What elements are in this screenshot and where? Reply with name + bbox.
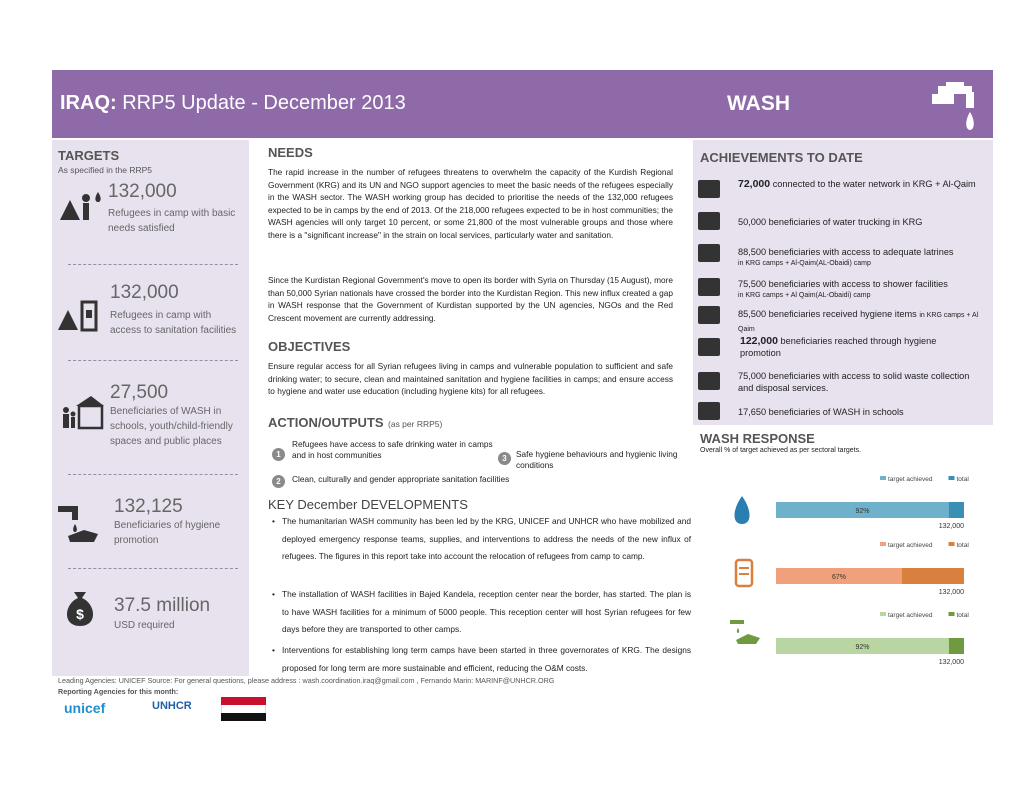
iraq-flag xyxy=(221,697,266,721)
data-label: 67% xyxy=(831,574,846,581)
achievement-item xyxy=(740,335,965,359)
legend-swatch xyxy=(880,542,886,546)
wash-response-subtitle: Overall % of target achieved as per sectoral targets. xyxy=(700,447,862,454)
objectives-title: OBJECTIVES xyxy=(268,339,351,354)
outputs-title-text: ACTION/OUTPUTS xyxy=(268,415,384,430)
total-label: 132,000 xyxy=(938,659,964,666)
unicef-logo: unicef xyxy=(64,700,106,716)
development-bullet: • The installation of WASH facilities in Bajed Kandela, reception center near the border, has started. The plan is to have WASH facilities for a minimum of 5000 people. This reception center will host Syrian refugees for few days before they are transported to other camps. xyxy=(272,586,691,639)
latrine-icon xyxy=(732,556,756,588)
wash-response-title: WASH RESPONSE xyxy=(700,431,815,446)
data-label: 92% xyxy=(855,644,870,651)
legend-swatch xyxy=(949,542,955,546)
legend-swatch xyxy=(880,612,886,616)
targets-subtitle: As specified in the RRP5 xyxy=(58,165,153,175)
development-bullet: • The humanitarian WASH community has been led by the KRG, UNICEF and UNHCR who have mobilized and deployed emergency response teams, supplies, and interventions to address the needs of the new influx of refugees. The figures in this report take into account the relocation of refugees from camp to camp. xyxy=(272,513,691,566)
page-title xyxy=(60,92,406,115)
unhcr-logo: UNHCR xyxy=(152,700,192,712)
development-bullet: • Interventions for establishing long term camps have been started in three governorates of KRG. The designs proposed for long term are more sustainable and efficient, reducing the O&M costs. xyxy=(272,642,691,677)
legend-label: total xyxy=(956,476,969,483)
report-subtitle: RRP5 Update - December 2013 xyxy=(122,92,406,114)
legend-label: target achieved xyxy=(888,612,933,619)
school-icon xyxy=(698,402,720,420)
achievement-item: 17,650 beneficiaries of WASH in schools xyxy=(738,407,904,417)
footer-reporting: Reporting Agencies for this month: xyxy=(58,687,179,696)
handwashing-icon xyxy=(54,504,102,544)
target-value: 132,000 xyxy=(110,282,179,303)
achievement-sub: in KRG camps + Al Qaim(AL-Obaidi) camp xyxy=(738,292,871,299)
total-label: 132,000 xyxy=(938,523,964,530)
svg-text:$: $ xyxy=(76,606,84,622)
divider xyxy=(68,568,238,569)
water-truck-icon xyxy=(698,212,720,230)
achievement-sub: in KRG camps + Al Qaim xyxy=(738,312,979,333)
hygiene-promotion-icon xyxy=(698,338,720,356)
target-value: 37.5 million xyxy=(114,595,211,616)
output-text: Clean, culturally and gender appropriate sanitation facilities xyxy=(292,474,510,484)
achievement-item: 75,000 beneficiaries with access to solid waste collection and disposal services. xyxy=(738,371,970,393)
legend-swatch xyxy=(949,612,955,616)
achievements-title: ACHIEVEMENTS TO DATE xyxy=(700,150,863,165)
achievement-item: 75,500 beneficiaries with access to shower facilities xyxy=(738,279,948,289)
achievement-item xyxy=(738,178,983,190)
outputs-title xyxy=(268,414,442,432)
legend-label: target achieved xyxy=(888,476,933,483)
target-label: Refugees in camp with basic needs satisfied xyxy=(108,208,236,234)
legend-swatch xyxy=(880,476,886,480)
target-label: Beneficiaries of WASH in schools, youth/child-friendly spaces and public places xyxy=(110,406,233,447)
output-number: 2 xyxy=(272,475,285,488)
needs-paragraph: The rapid increase in the number of refugees threatens to overwhelm the capacity of the Kurdish Regional Government (KRG) and its UN and NGO support agencies to meet the basic needs of the refugees especially in the WASH sector. The WASH working group has decided to prioritise the needs of the 132,000 refugees expected to be in camps by the end of 2013. Of the 218,000 refugees expected to be in host communities; the WASH agencies will only target 10 percent, or some 21,800 of the most vulnerable groups and those where there is a "significant increase" in the strain on local services, particularly water and sanitation. xyxy=(268,167,673,240)
target-label: USD required xyxy=(114,620,175,631)
latrine-icon xyxy=(56,296,102,332)
waste-bin-icon xyxy=(698,372,720,390)
needs-title: NEEDS xyxy=(268,145,313,160)
country-label: IRAQ: xyxy=(60,92,117,114)
water-drop-icon xyxy=(728,494,756,526)
handwashing-icon xyxy=(728,618,762,646)
achievement-text: 85,500 beneficiaries received hygiene items xyxy=(738,309,917,319)
divider xyxy=(68,264,238,265)
wash-response-chart xyxy=(770,470,993,670)
shower-icon xyxy=(698,278,720,296)
development-text: The installation of WASH facilities in Bajed Kandela, reception center near the border, has started. The plan is to have WASH facilities for a minimum of 5000 people. This reception center will host Syrian refugees for few days before they are transported to other camps. xyxy=(282,589,691,634)
sector-label: WASH xyxy=(727,92,790,115)
money-bag-icon xyxy=(60,588,100,628)
achievement-number: 72,000 xyxy=(738,178,771,190)
output-number: 1 xyxy=(272,448,285,461)
legend-swatch xyxy=(949,476,955,480)
achievement-sub: in KRG camps + Al-Qaim(AL-Obaidi) camp xyxy=(738,260,871,267)
target-value: 132,000 xyxy=(108,181,177,202)
divider xyxy=(68,360,238,361)
achievement-item: 88,500 beneficiaries with access to adequate latrines xyxy=(738,247,954,257)
footer-source: Leading Agencies: UNICEF Source: For general questions, please address : wash.coordination.iraq@gmail.com , Fernando Marin: MARINF@UNHCR.ORG xyxy=(58,676,555,685)
target-label: Beneficiaries of hygiene promotion xyxy=(114,520,221,546)
target-value: 132,125 xyxy=(114,496,183,517)
refugee-family-icon xyxy=(58,188,104,222)
hygiene-kit-icon xyxy=(698,306,720,324)
legend-label: total xyxy=(956,612,969,619)
school-icon xyxy=(58,392,106,430)
target-label: Refugees in camp with access to sanitation facilities xyxy=(110,310,237,336)
divider xyxy=(68,474,238,475)
water-tap-icon xyxy=(930,78,982,134)
legend-label: total xyxy=(956,542,969,549)
output-text: Safe hygiene behaviours and hygienic living conditions xyxy=(516,449,678,470)
target-value: 27,500 xyxy=(110,382,169,403)
developments-title: KEY December DEVELOPMENTS xyxy=(268,497,468,512)
achievement-item xyxy=(738,308,983,336)
objectives-text: Ensure regular access for all Syrian refugees living in camps and vulnerable population to sufficient and safe drinking water; to secure, clean and maintained sanitation and hygiene facilities in camps; and ensure access to hygiene and water use education (including hygiene kits) for all refugees. xyxy=(268,361,673,397)
development-text: The humanitarian WASH community has been led by the KRG, UNICEF and UNHCR who have mobilized and deployed emergency response teams, supplies, and interventions to address the needs of the new influx of refugees. The figures in this report take into account the relocation of refugees from camp to camp. xyxy=(282,516,691,561)
legend-label: target achieved xyxy=(888,542,933,549)
output-number: 3 xyxy=(498,452,511,465)
achievement-text: beneficiaries reached through hygiene promotion xyxy=(740,336,937,358)
needs-paragraph: Since the Kurdistan Regional Government's move to open its border with Syria on Thursday (15 August), more than 50,000 Syrian nationals have crossed the border into the Kurdistan Region. This new influx created a gap in WASH response that the Government of Kurdistan supported by the UN agencies, NGOs and the Red Crescent movement are currently addressing. xyxy=(268,275,673,323)
latrine-icon xyxy=(698,244,720,262)
total-label: 132,000 xyxy=(938,589,964,596)
water-network-icon xyxy=(698,180,720,198)
outputs-note: (as per RRP5) xyxy=(388,419,443,429)
targets-title: TARGETS xyxy=(58,148,120,163)
achievement-number: 122,000 xyxy=(740,335,778,347)
development-text: Interventions for establishing long term camps have been started in three governorates of KRG. The designs proposed for long term are more sustainable and efficient, reducing the O&M costs. xyxy=(282,645,691,673)
data-label: 92% xyxy=(855,508,870,515)
achievement-item: 50,000 beneficiaries of water trucking in KRG xyxy=(738,217,923,227)
output-text: Refugees have access to safe drinking water in camps and in host communities xyxy=(292,439,493,460)
achievement-text: connected to the water network in KRG + Al-Qaim xyxy=(772,179,976,189)
